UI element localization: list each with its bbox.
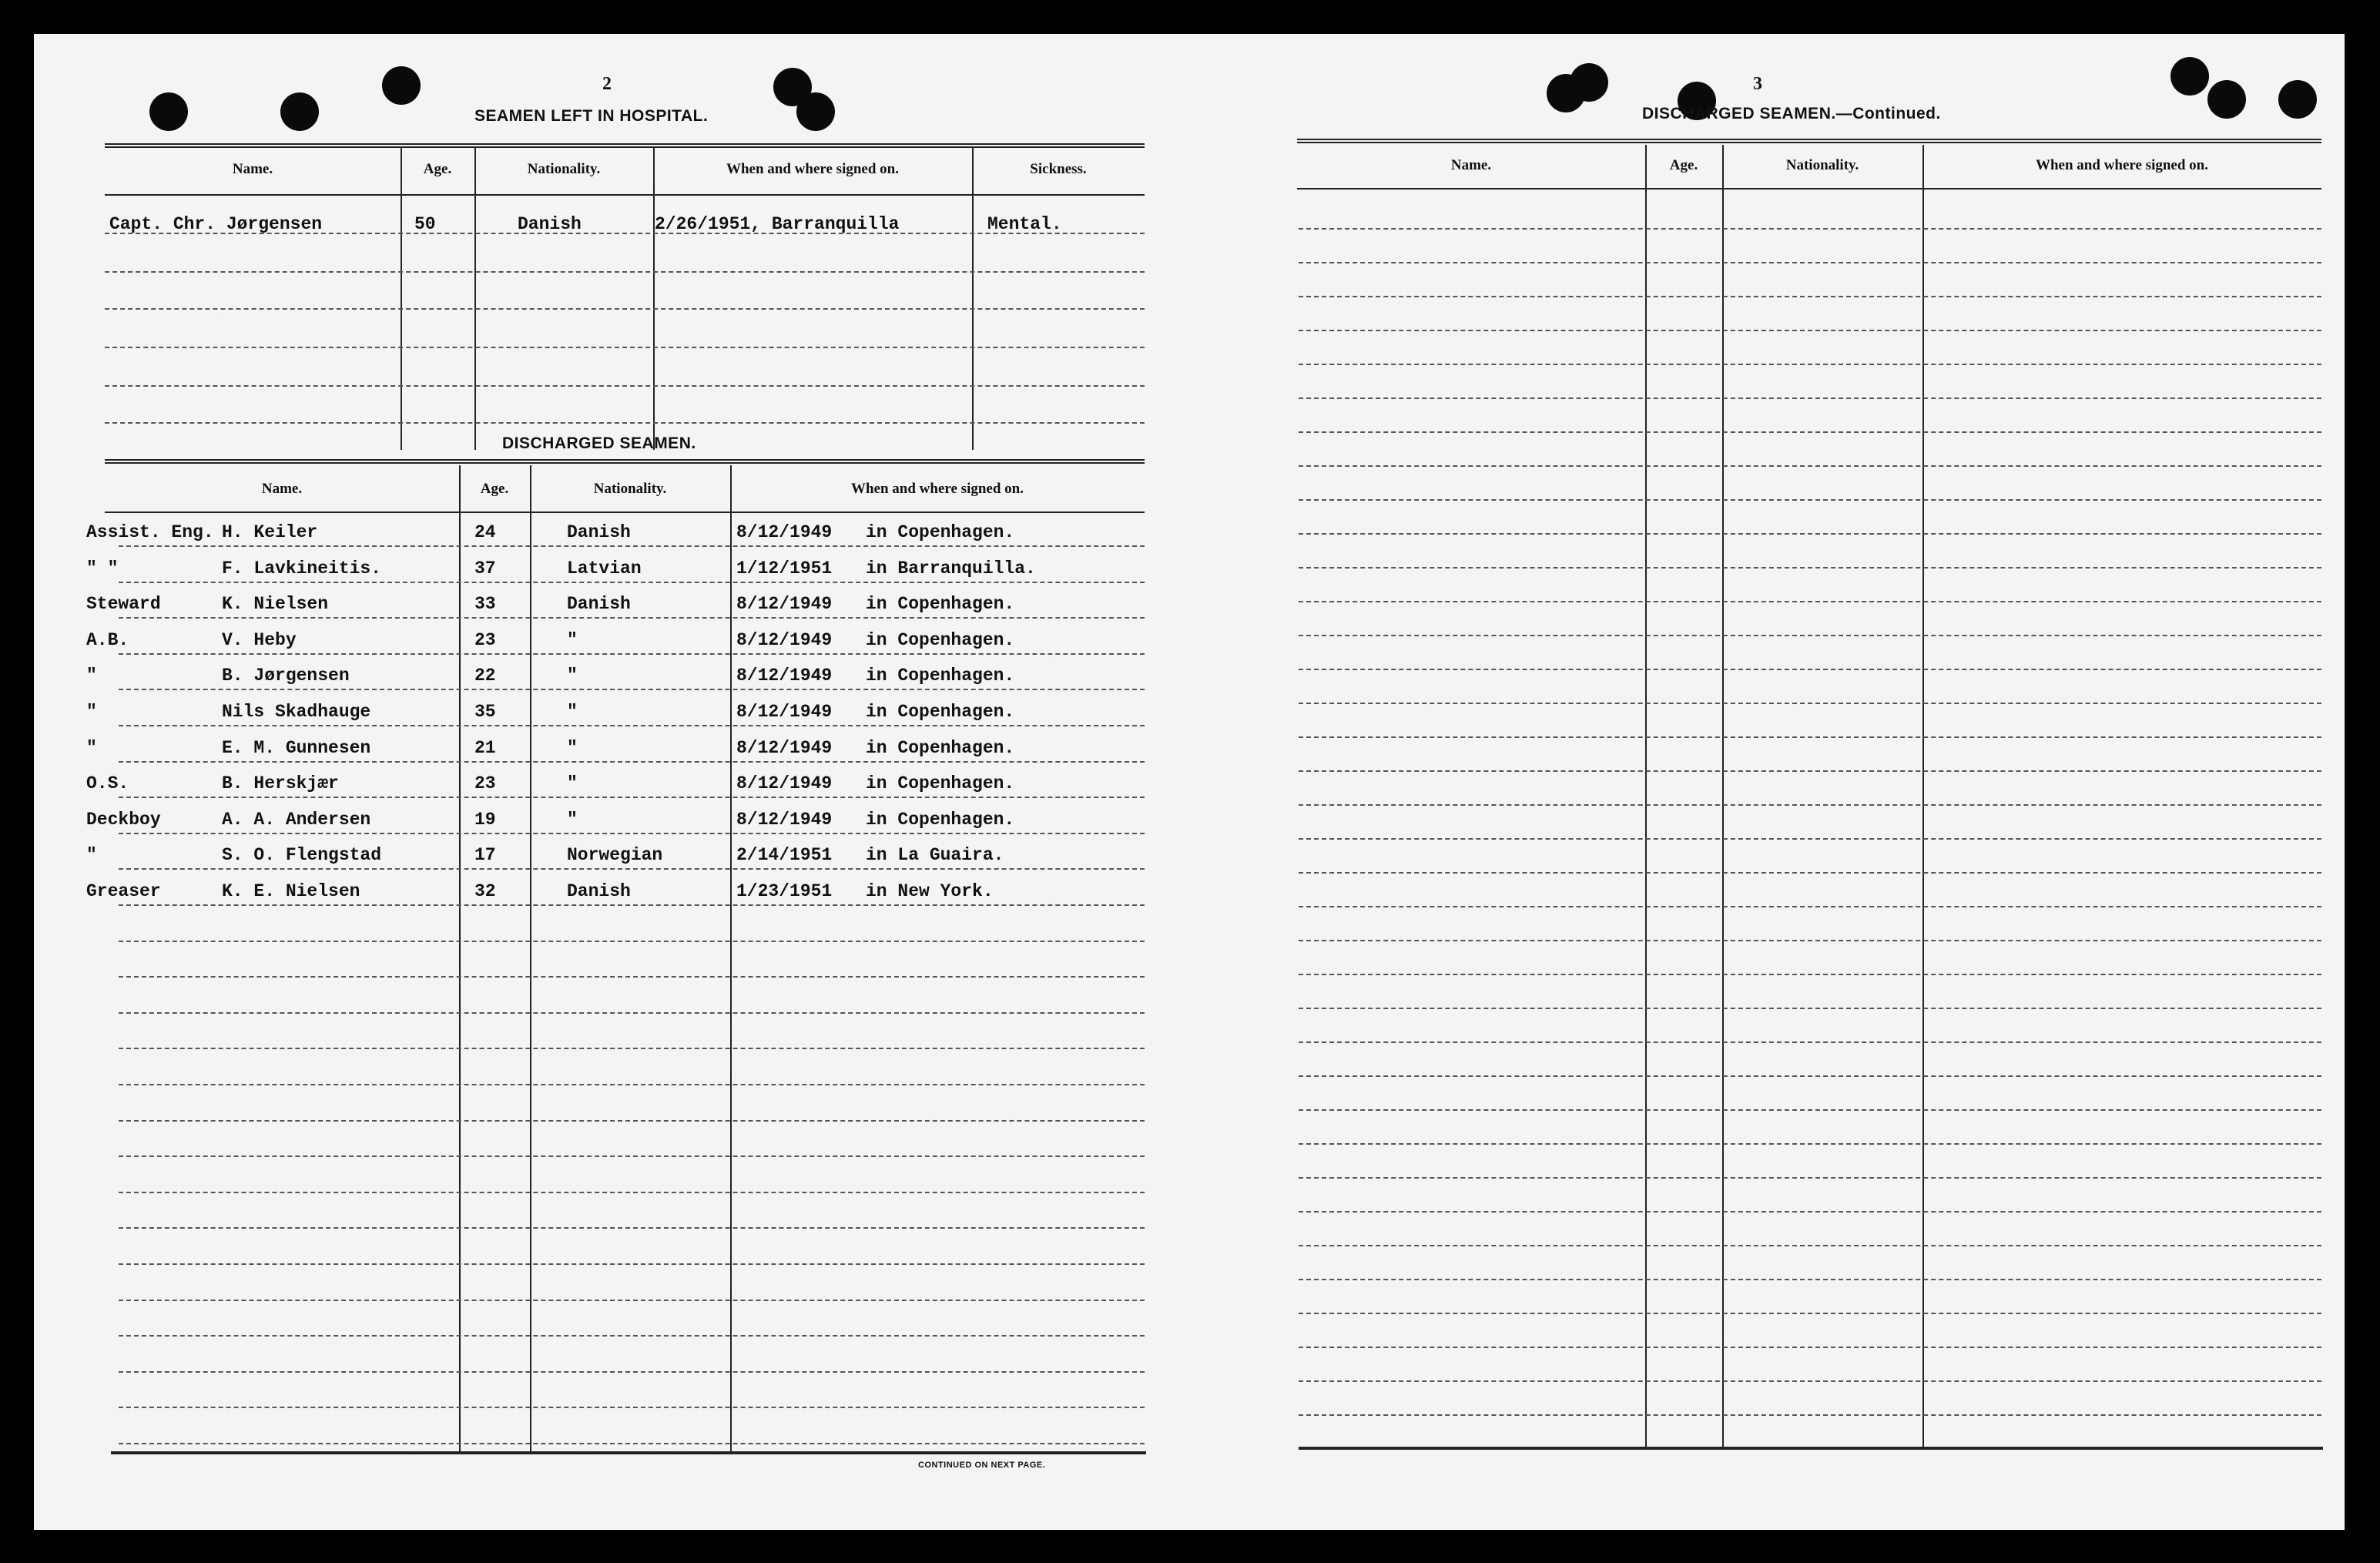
signed-on-place: in Copenhagen. — [866, 629, 1015, 650]
row-line — [1299, 1279, 2321, 1280]
left-page — [34, 34, 1212, 1530]
row-line — [1299, 330, 2321, 331]
seaman-age: 21 — [474, 737, 496, 758]
punch-hole — [2278, 80, 2317, 119]
row-line — [1299, 1313, 2321, 1314]
row-line — [119, 868, 1145, 870]
hospital-section-title: SEAMEN LEFT IN HOSPITAL. — [474, 107, 709, 125]
row-line — [1299, 940, 2321, 941]
row-line — [119, 1263, 1145, 1265]
row-line — [1299, 499, 2321, 501]
column-header-nationality: Nationality. — [1785, 157, 1859, 173]
row-line — [1299, 635, 2321, 636]
column-header-age: Age. — [1669, 157, 1698, 173]
signed-on-place: in Copenhagen. — [866, 809, 1015, 830]
seaman-name: B. Jørgensen — [222, 666, 350, 686]
table-bottom-rule — [1299, 1447, 2323, 1450]
seaman-nationality: Danish — [567, 522, 631, 542]
row-line — [1299, 1414, 2321, 1416]
signed-on-place: in La Guaira. — [866, 845, 1004, 866]
seaman-rank: " " — [86, 558, 119, 579]
seaman-nationality: " — [567, 809, 578, 830]
signed-on-date: 8/12/1949 — [736, 594, 833, 615]
seaman-rank: A.B. — [86, 629, 129, 650]
seaman-nationality: Danish — [567, 881, 631, 901]
row-line — [119, 689, 1145, 690]
row-line — [1299, 804, 2321, 806]
column-header-signed-on: When and where signed on. — [726, 161, 899, 177]
row-line — [1299, 601, 2321, 602]
row-line — [105, 347, 1145, 348]
seaman-age: 23 — [474, 629, 496, 650]
row-line — [119, 1300, 1145, 1301]
punch-hole — [2207, 80, 2246, 119]
table-rule — [105, 143, 1145, 148]
document-sheet — [34, 34, 2345, 1530]
seaman-rank: Assist. Eng. — [86, 522, 214, 542]
signed-on-place: in Copenhagen. — [866, 702, 1015, 722]
seaman-name: K. E. Nielsen — [222, 881, 360, 901]
row-line — [1299, 1075, 2321, 1077]
row-line — [1299, 1177, 2321, 1179]
row-line — [119, 833, 1145, 834]
row-line — [1299, 228, 2321, 230]
row-line — [119, 904, 1145, 906]
seaman-name: Nils Skadhauge — [222, 702, 371, 722]
seaman-age: 37 — [474, 558, 496, 579]
signed-on-date: 8/12/1949 — [736, 629, 833, 650]
seaman-nationality: " — [567, 737, 578, 758]
row-line — [119, 1120, 1145, 1122]
column-divider — [459, 465, 461, 1451]
row-line — [1299, 1245, 2321, 1246]
signed-on-place: in Copenhagen. — [866, 737, 1015, 758]
row-line — [119, 976, 1145, 978]
seaman-age: 23 — [474, 773, 496, 794]
punch-hole — [1570, 63, 1608, 102]
row-line — [1299, 906, 2321, 907]
row-line — [1299, 1008, 2321, 1009]
column-header-name: Name. — [1450, 157, 1492, 173]
seaman-nationality: " — [567, 666, 578, 686]
column-divider — [1645, 145, 1647, 1447]
signed-on-date: 1/12/1951 — [736, 558, 833, 579]
seaman-name: F. Lavkineitis. — [222, 558, 382, 579]
column-divider — [653, 148, 655, 450]
row-line — [119, 617, 1145, 619]
table-rule — [105, 194, 1145, 196]
seaman-name: V. Heby — [222, 629, 297, 650]
seaman-age: 17 — [474, 845, 496, 866]
seaman-name: B. Herskjær — [222, 773, 339, 794]
row-line — [119, 1048, 1145, 1049]
punch-hole — [280, 92, 319, 131]
row-line — [1299, 364, 2321, 365]
discharged-continued-title: DISCHARGED SEAMEN.—Continued. — [1642, 105, 1941, 122]
column-header-signed-on: When and where signed on. — [2035, 157, 2208, 173]
signed-on-place: in Copenhagen. — [866, 666, 1015, 686]
discharged-section-title: DISCHARGED SEAMEN. — [502, 434, 696, 452]
row-line — [119, 1371, 1145, 1373]
row-line — [1299, 974, 2321, 975]
row-line — [105, 422, 1145, 424]
row-line — [105, 271, 1145, 273]
row-line — [1299, 262, 2321, 263]
seaman-rank: O.S. — [86, 773, 129, 794]
table-rule — [1297, 139, 2321, 143]
seaman-nationality: Latvian — [567, 558, 642, 579]
signed-on-date: 8/12/1949 — [736, 773, 833, 794]
row-line — [1299, 1143, 2321, 1145]
seaman-age: 35 — [474, 702, 496, 722]
hospital-name: Capt. Chr. Jørgensen — [109, 214, 323, 234]
seaman-nationality: Danish — [567, 594, 631, 615]
row-line — [119, 761, 1145, 763]
row-line — [1299, 770, 2321, 772]
row-line — [1299, 1347, 2321, 1348]
column-header-age: Age. — [423, 161, 452, 177]
column-header-name: Name. — [232, 161, 273, 177]
row-line — [119, 1227, 1145, 1229]
column-divider — [972, 148, 974, 450]
column-header-age: Age. — [480, 481, 509, 497]
seaman-age: 24 — [474, 522, 496, 542]
seaman-rank: " — [86, 702, 97, 722]
seaman-rank: Steward — [86, 594, 161, 615]
seaman-age: 19 — [474, 809, 496, 830]
column-header-name: Name. — [261, 481, 303, 497]
signed-on-place: in New York. — [866, 881, 994, 901]
row-line — [119, 797, 1145, 798]
column-divider — [474, 148, 476, 450]
column-divider — [530, 465, 531, 1451]
column-divider — [730, 465, 732, 1451]
row-line — [1299, 1041, 2321, 1043]
punch-hole — [382, 66, 421, 105]
row-line — [119, 1443, 1145, 1444]
punch-hole — [796, 92, 835, 131]
seaman-name: S. O. Flengstad — [222, 845, 382, 866]
row-line — [1299, 567, 2321, 569]
row-line — [1299, 1211, 2321, 1212]
column-header-signed-on: When and where signed on. — [850, 481, 1024, 497]
column-divider — [1922, 145, 1924, 1447]
row-line — [105, 385, 1145, 387]
row-line — [1299, 533, 2321, 535]
seaman-name: A. A. Andersen — [222, 809, 371, 830]
table-rule — [1297, 188, 2321, 190]
row-line — [119, 941, 1145, 942]
table-rule — [105, 459, 1145, 464]
row-line — [105, 308, 1145, 310]
page-number: 2 — [602, 74, 612, 94]
row-line — [1299, 397, 2321, 399]
hospital-age: 50 — [414, 214, 436, 234]
row-line — [1299, 703, 2321, 704]
row-line — [119, 582, 1145, 583]
table-rule — [105, 511, 1145, 513]
column-header-nationality: Nationality. — [527, 161, 601, 177]
table-bottom-rule — [111, 1451, 1146, 1454]
column-header-sickness: Sickness. — [1030, 161, 1087, 177]
row-line — [119, 1155, 1145, 1157]
row-line — [119, 545, 1145, 547]
punch-hole — [2170, 57, 2209, 96]
row-line — [1299, 736, 2321, 738]
seaman-name: H. Keiler — [222, 522, 318, 542]
row-line — [119, 1335, 1145, 1337]
signed-on-place: in Barranquilla. — [866, 558, 1036, 579]
right-page — [1212, 34, 2345, 1530]
signed-on-place: in Copenhagen. — [866, 594, 1015, 615]
seaman-nationality: " — [567, 629, 578, 650]
hospital-signed-on: 2/26/1951, Barranquilla — [655, 214, 900, 234]
row-line — [119, 1407, 1145, 1408]
row-line — [119, 653, 1145, 655]
page-number: 3 — [1753, 74, 1762, 94]
signed-on-date: 8/12/1949 — [736, 702, 833, 722]
signed-on-place: in Copenhagen. — [866, 773, 1015, 794]
column-divider — [401, 148, 402, 450]
seaman-nationality: " — [567, 773, 578, 794]
row-line — [1299, 669, 2321, 670]
signed-on-date: 8/12/1949 — [736, 809, 833, 830]
signed-on-date: 2/14/1951 — [736, 845, 833, 866]
continued-note: CONTINUED ON NEXT PAGE. — [918, 1461, 1046, 1470]
signed-on-date: 1/23/1951 — [736, 881, 833, 901]
seaman-rank: Deckboy — [86, 809, 161, 830]
row-line — [1299, 1109, 2321, 1111]
seaman-age: 33 — [474, 594, 496, 615]
row-line — [119, 1012, 1145, 1014]
signed-on-date: 8/12/1949 — [736, 522, 833, 542]
row-line — [119, 1084, 1145, 1085]
column-divider — [1722, 145, 1724, 1447]
signed-on-place: in Copenhagen. — [866, 522, 1015, 542]
seaman-nationality: Norwegian — [567, 845, 663, 866]
row-line — [1299, 872, 2321, 874]
seaman-rank: " — [86, 845, 97, 866]
row-line — [1299, 1380, 2321, 1382]
seaman-name: E. M. Gunnesen — [222, 737, 371, 758]
row-line — [119, 725, 1145, 726]
row-line — [1299, 838, 2321, 840]
hospital-nationality: Danish — [518, 214, 582, 234]
row-line — [1299, 296, 2321, 297]
seaman-rank: " — [86, 737, 97, 758]
column-header-nationality: Nationality. — [593, 481, 667, 497]
seaman-rank: " — [86, 666, 97, 686]
signed-on-date: 8/12/1949 — [736, 737, 833, 758]
punch-hole — [149, 92, 188, 131]
seaman-rank: Greaser — [86, 881, 161, 901]
seaman-nationality: " — [567, 702, 578, 722]
seaman-name: K. Nielsen — [222, 594, 329, 615]
seaman-age: 32 — [474, 881, 496, 901]
row-line — [119, 1192, 1145, 1193]
signed-on-date: 8/12/1949 — [736, 666, 833, 686]
row-line — [1299, 465, 2321, 467]
seaman-age: 22 — [474, 666, 496, 686]
row-line — [1299, 431, 2321, 433]
hospital-sickness: Mental. — [987, 214, 1062, 234]
